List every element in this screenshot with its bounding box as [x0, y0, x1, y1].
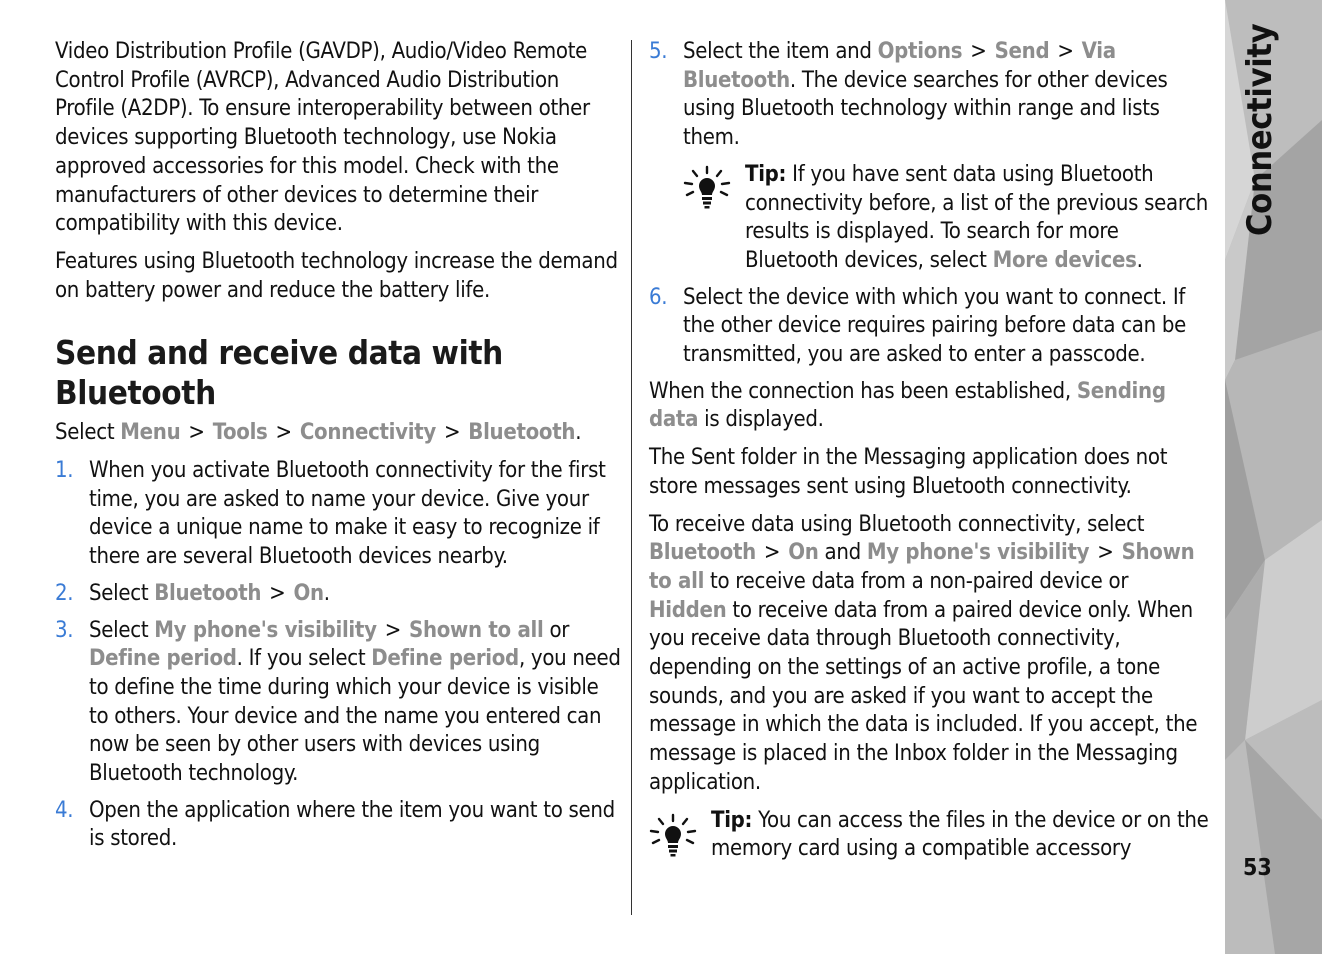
status-sending-data: Sending data — [649, 378, 1166, 433]
path-separator: > — [763, 540, 781, 566]
period: . — [323, 580, 330, 606]
option-bluetooth: Bluetooth — [649, 540, 756, 566]
option-visibility: My phone's visibility — [866, 540, 1090, 566]
menu-path-line — [55, 419, 621, 448]
option-shown-to-all: Shown to all — [408, 617, 544, 643]
step-number: 6. — [649, 284, 668, 310]
paragraph-mid: to receive data from a non-paired device or — [710, 568, 1129, 594]
path-separator: > — [443, 420, 461, 446]
menu-item-tools: Tools — [212, 420, 268, 446]
option-on: On — [788, 540, 819, 566]
intro-paragraph-2: Features using Bluetooth technology increase the demand on battery power and reduce the battery life. — [55, 248, 618, 303]
period: . — [575, 420, 582, 446]
intro-paragraph-1: Video Distribution Profile (GAVDP), Audio/Video Remote Control Profile (AVRCP), Advanced Audio Distribution Profile (A2DP). To ensure interoperability between other devices supporting Bluetooth technology, use Nokia approved accessories for this model. Check with the manufacturers of other devices to determine their compatibility with this device. — [55, 39, 590, 237]
step-rest: , you need to define the time during which your device is visible to others. Your device and the name you entered can now be seen by other users with devices using Bluetooth technology. — [89, 646, 621, 787]
tip-box-1 — [649, 161, 1211, 276]
step-text: When you activate Bluetooth connectivity for the first time, you are asked to name your device. Give your device a unique name to make it easy to recognize if there are several Bluetooth devices nearby. — [89, 458, 606, 570]
page-number: 53 — [1243, 855, 1272, 881]
path-separator: > — [269, 580, 286, 606]
step-text: Select the device with which you want to connect. If the other device requires pairing before data can be transmitted, you are asked to enter a passcode. — [683, 284, 1186, 368]
steps-list-continued — [649, 38, 1211, 153]
tip-label: Tip: — [711, 807, 753, 833]
step-6 — [649, 284, 1211, 370]
step-prefix: Select the item and — [683, 39, 872, 64]
path-separator: > — [1097, 540, 1114, 566]
sent-folder-paragraph: The Sent folder in the Messaging application does not store messages sent using Bluetooth connectivity. — [649, 445, 1168, 499]
step-or: or — [549, 617, 570, 643]
step-5 — [649, 38, 1211, 153]
path-separator: > — [188, 420, 205, 446]
lightbulb-icon — [683, 165, 731, 209]
section-heading: Send and receive data with Bluetooth — [55, 333, 503, 413]
paragraph-pre: To receive data using Bluetooth connectivity, select — [649, 511, 1145, 537]
tip-text: You can access the files in the device or on the memory card using a compatible accessory — [711, 807, 1209, 862]
step-number: 3. — [55, 617, 74, 643]
step-2 — [55, 580, 621, 609]
tip-box-2 — [649, 807, 1211, 864]
receive-data-paragraph — [649, 511, 1211, 798]
option-on: On — [293, 580, 324, 606]
path-separator: > — [970, 39, 987, 64]
path-separator: > — [275, 420, 292, 446]
step-rest: . The device searches for other devices using Bluetooth technology within range and lists them. — [683, 67, 1168, 151]
step-prefix: Select — [89, 580, 149, 606]
option-define-period-2: Define period — [371, 646, 519, 672]
menu-item-connectivity: Connectivity — [299, 420, 436, 446]
tip-text: If you have sent data using Bluetooth connectivity before, a list of the previous search results is displayed. To search for more Bluetooth devices, select — [745, 161, 1209, 273]
step-3 — [55, 617, 621, 789]
step-1 — [55, 457, 621, 572]
option-define-period: Define period — [89, 646, 237, 672]
paragraph-post: to receive data from a paired device only. When you receive data through Bluetooth connectivity, depending on the settings of an active profile, a tone sounds, and you are asked if you want to accept the message in which the data is included. If you accept, the message is placed in the Inbox folder in the Messaging application. — [649, 597, 1198, 795]
paragraph-post: is displayed. — [704, 407, 824, 433]
option-via-bluetooth: Via Bluetooth — [683, 39, 1116, 93]
option-more-devices: More devices — [992, 247, 1137, 273]
step-number: 5. — [649, 39, 668, 64]
step-prefix: Select — [89, 617, 149, 643]
right-column — [649, 38, 1211, 872]
path-separator: > — [384, 617, 401, 643]
connection-established-paragraph — [649, 378, 1211, 435]
step-mid: . If you select — [236, 646, 366, 672]
option-options: Options — [877, 39, 963, 64]
option-hidden: Hidden — [649, 597, 727, 623]
option-bluetooth: Bluetooth — [154, 580, 262, 606]
menu-item-bluetooth: Bluetooth — [468, 420, 576, 446]
left-column — [55, 38, 621, 862]
option-visibility: My phone's visibility — [154, 617, 377, 643]
steps-list — [55, 457, 621, 854]
column-divider — [631, 40, 632, 915]
steps-list-continued-2 — [649, 284, 1211, 370]
section-title-vertical — [1240, 196, 1280, 236]
step-4 — [55, 797, 621, 854]
step-text: Open the application where the item you want to send is stored. — [89, 797, 615, 852]
and-word: and — [824, 540, 861, 566]
path-separator: > — [1057, 39, 1074, 64]
paragraph-pre: When the connection has been established, — [649, 378, 1071, 404]
tip-label: Tip: — [745, 161, 787, 187]
select-prefix: Select — [55, 420, 115, 446]
option-send: Send — [994, 39, 1050, 64]
step-number: 4. — [55, 797, 74, 823]
menu-item-menu: Menu — [120, 420, 181, 446]
period: . — [1136, 247, 1143, 273]
lightbulb-icon — [649, 813, 697, 857]
step-number: 2. — [55, 580, 74, 606]
option-shown-to-all: Shown to all — [649, 540, 1195, 594]
step-number: 1. — [55, 458, 74, 484]
